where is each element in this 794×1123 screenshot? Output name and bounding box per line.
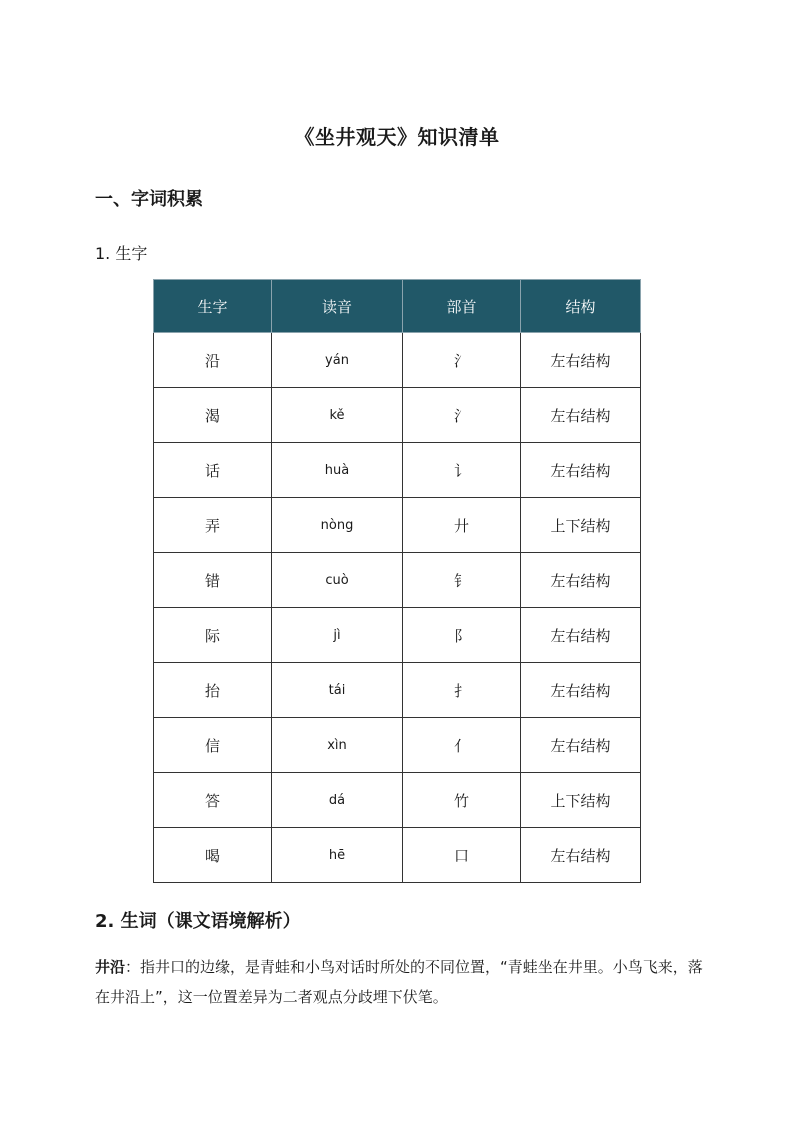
section-heading-vocabulary: 一、字词积累 xyxy=(95,189,203,210)
character-cell: 答 xyxy=(154,773,272,828)
radical-cell: 阝 xyxy=(403,608,521,663)
document-title: 《坐井观天》知识清单 xyxy=(294,125,500,149)
structure-cell: 上下结构 xyxy=(521,498,641,553)
subheading-new-words: 2. 生词（课文语境解析） xyxy=(95,911,301,932)
pinyin-cell: huà xyxy=(272,443,403,498)
radical-cell: 氵 xyxy=(403,388,521,443)
structure-cell: 左右结构 xyxy=(521,718,641,773)
header-pronunciation: 读音 xyxy=(272,280,403,333)
character-cell: 抬 xyxy=(154,663,272,718)
pinyin-cell: jì xyxy=(272,608,403,663)
header-character: 生字 xyxy=(154,280,272,333)
pinyin-cell: dá xyxy=(272,773,403,828)
subheading-new-characters: 1. 生字 xyxy=(95,244,148,263)
table-row xyxy=(154,608,641,663)
table-row xyxy=(154,333,641,388)
radical-cell: 氵 xyxy=(403,333,521,388)
table-row xyxy=(154,498,641,553)
pinyin-cell: nòng xyxy=(272,498,403,553)
table-row xyxy=(154,663,641,718)
radical-cell: 廾 xyxy=(403,498,521,553)
structure-cell: 左右结构 xyxy=(521,828,641,883)
vocab-definition: ：指井口的边缘，是青蛙和小鸟对话时所处的不同位置，“青蛙坐在井里。小鸟飞来，落在井沿上”，这一位置差异为二者观点分歧埋下伏笔。 xyxy=(95,958,703,1006)
radical-cell: 钅 xyxy=(403,553,521,608)
character-cell: 信 xyxy=(154,718,272,773)
radical-cell: 竹 xyxy=(403,773,521,828)
structure-cell: 左右结构 xyxy=(521,663,641,718)
character-cell: 沿 xyxy=(154,333,272,388)
vocab-term: 井沿 xyxy=(95,958,126,976)
character-cell: 喝 xyxy=(154,828,272,883)
table-row xyxy=(154,773,641,828)
table-row xyxy=(154,443,641,498)
character-cell: 弄 xyxy=(154,498,272,553)
header-radical: 部首 xyxy=(403,280,521,333)
radical-cell: 口 xyxy=(403,828,521,883)
structure-cell: 左右结构 xyxy=(521,443,641,498)
pinyin-cell: hē xyxy=(272,828,403,883)
pinyin-cell: kě xyxy=(272,388,403,443)
character-cell: 渴 xyxy=(154,388,272,443)
radical-cell: 扌 xyxy=(403,663,521,718)
pinyin-cell: cuò xyxy=(272,553,403,608)
structure-cell: 左右结构 xyxy=(521,608,641,663)
structure-cell: 上下结构 xyxy=(521,773,641,828)
table-row xyxy=(154,718,641,773)
character-cell: 际 xyxy=(154,608,272,663)
table-header-row xyxy=(154,280,641,333)
table-row xyxy=(154,553,641,608)
pinyin-cell: yán xyxy=(272,333,403,388)
pinyin-cell: tái xyxy=(272,663,403,718)
header-structure: 结构 xyxy=(521,280,641,333)
structure-cell: 左右结构 xyxy=(521,553,641,608)
radical-cell: 亻 xyxy=(403,718,521,773)
vocab-entry-paragraph xyxy=(95,952,705,1012)
character-cell: 错 xyxy=(154,553,272,608)
structure-cell: 左右结构 xyxy=(521,388,641,443)
character-cell: 话 xyxy=(154,443,272,498)
structure-cell: 左右结构 xyxy=(521,333,641,388)
table-row xyxy=(154,828,641,883)
table-row xyxy=(154,388,641,443)
new-characters-table xyxy=(153,279,641,883)
pinyin-cell: xìn xyxy=(272,718,403,773)
radical-cell: 讠 xyxy=(403,443,521,498)
